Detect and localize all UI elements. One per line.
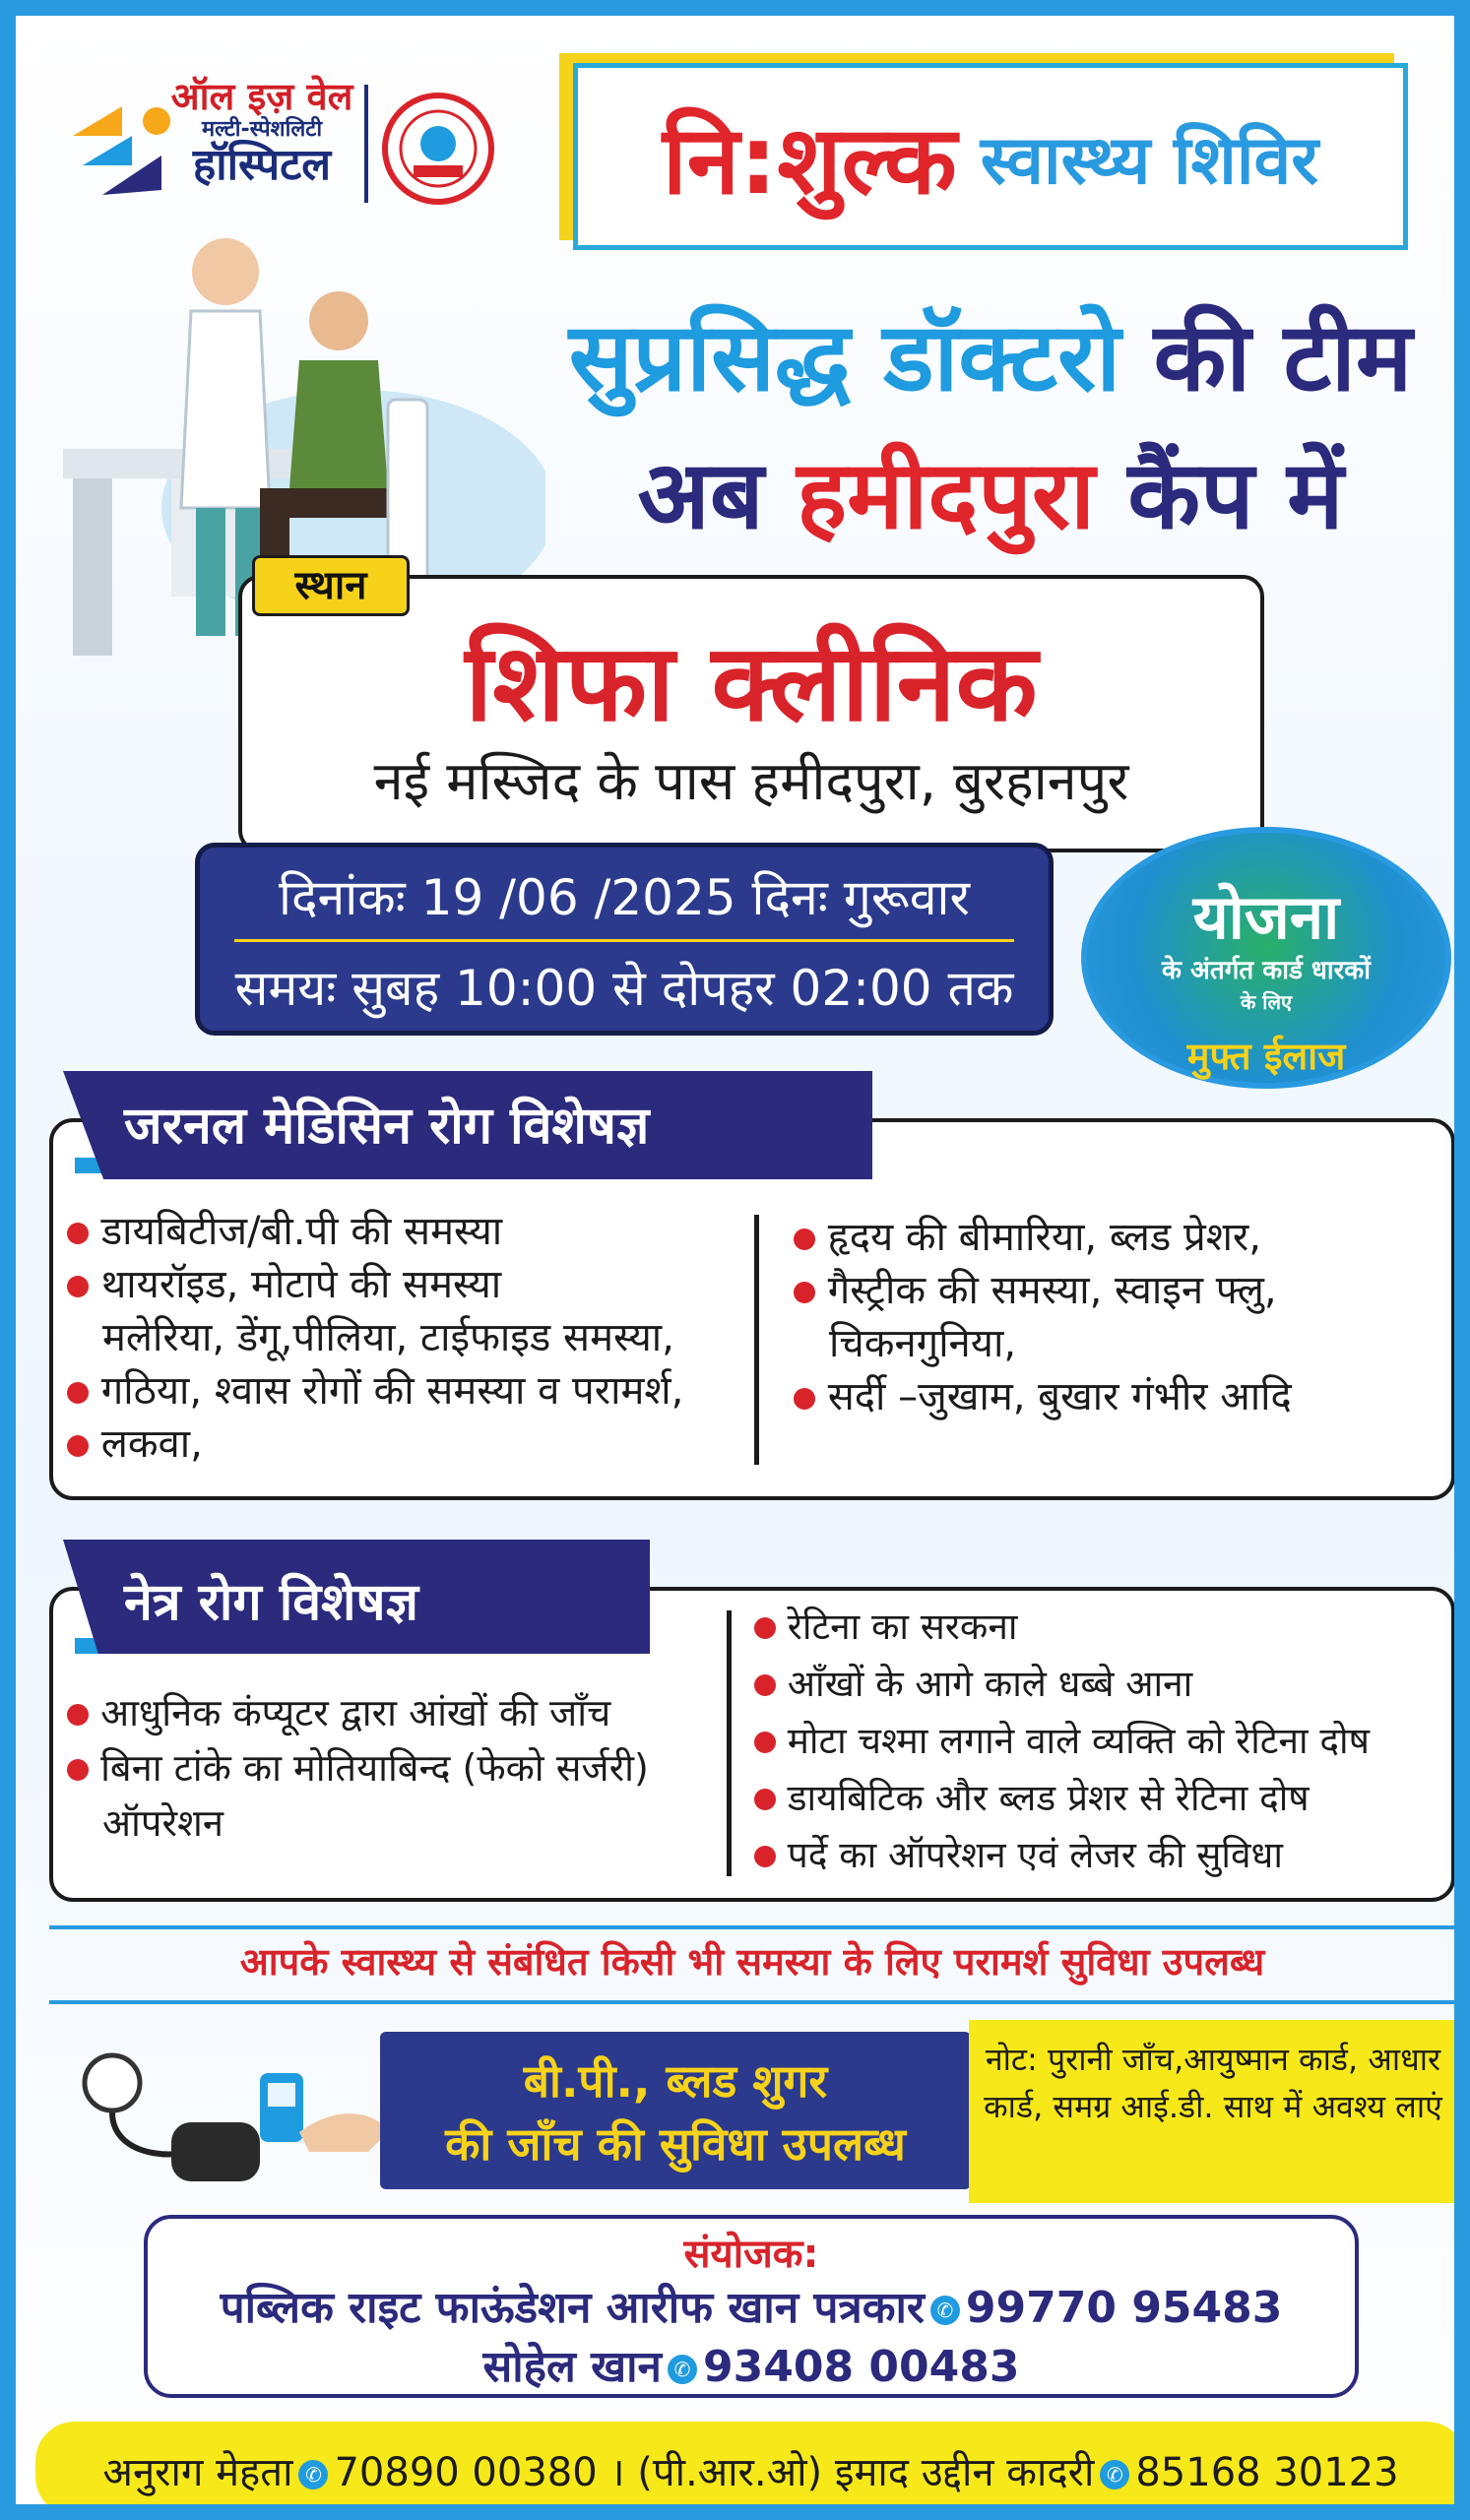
phone-icon: ✆ bbox=[668, 2355, 697, 2384]
health-camp-label: स्वास्थ्य शिविर bbox=[980, 121, 1319, 200]
list-item: मलेरिया, डेंगू,पीलिया, टाईफाइड समस्या, bbox=[102, 1315, 674, 1360]
nabh-seal-icon bbox=[382, 93, 495, 206]
general-medicine-divider bbox=[754, 1215, 759, 1465]
eye-left-list bbox=[67, 1685, 649, 1851]
headline-team: की टीम bbox=[1153, 302, 1413, 412]
consult-banner: आपके स्वास्थ्य से संबंधित किसी भी समस्या के लिए परामर्श सुविधा उपलब्ध bbox=[239, 1940, 1265, 1984]
logo-divider bbox=[364, 85, 368, 203]
organizer-name1: पब्लिक राइट फाऊंडेशन आरीफ खान पत्रकार bbox=[220, 2283, 925, 2333]
hospital-name bbox=[163, 77, 360, 189]
yojana-title: योजना bbox=[1192, 881, 1340, 953]
footer-name1: अनुराग मेहता bbox=[102, 2450, 293, 2495]
footer-pro-name: । (पी.आर.ओ) इमाद उद्दीन कादरी bbox=[609, 2450, 1095, 2495]
organizer-line2 bbox=[144, 2335, 1359, 2394]
list-item: गैस्ट्रीक की समस्या, स्वाइन फ्लु, bbox=[794, 1264, 1292, 1317]
bp-sugar-line2: की जाँच की सुविधा उपलब्ध bbox=[445, 2117, 906, 2171]
free-label: नि:शुल्क bbox=[662, 104, 957, 216]
clinic-address: नई मस्जिद के पास हमीदपुरा, बुरहानपुर bbox=[373, 750, 1129, 812]
bullet-icon bbox=[754, 1846, 776, 1867]
list-item: बिना टांके का मोतियाबिन्द (फेको सर्जरी) bbox=[67, 1740, 649, 1796]
general-medicine-right-list bbox=[794, 1211, 1292, 1423]
list-item: आँखों के आगे काले धब्बे आना bbox=[754, 1656, 1370, 1713]
headline-place: हमीदपुरा bbox=[797, 440, 1095, 550]
general-medicine-title: जरनल मेडिसिन रोग विशेषज्ञ bbox=[124, 1097, 650, 1156]
organizer-line1 bbox=[144, 2276, 1359, 2335]
yojana-line1: के अंतर्गत कार्ड धारकों bbox=[1162, 956, 1371, 985]
bullet-icon bbox=[794, 1282, 815, 1303]
headline-famous-doctors: सुप्रसिद्ध डॉक्टरो bbox=[568, 302, 1121, 412]
phone-icon: ✆ bbox=[930, 2296, 960, 2325]
bullet-icon bbox=[67, 1382, 89, 1404]
bullet-icon bbox=[67, 1276, 89, 1297]
camp-date: दिनांकः 19 /06 /2025 दिनः गुरूवार bbox=[279, 869, 970, 926]
list-item: मोटा चश्मा लगाने वाले व्यक्ति को रेटिना दोष bbox=[754, 1713, 1370, 1770]
phone-icon: ✆ bbox=[298, 2460, 328, 2489]
list-item: गठिया, श्वास रोगों की समस्या व परामर्श, bbox=[67, 1364, 683, 1418]
bp-sugar-line1: बी.पी., ब्लड शुगर bbox=[523, 2054, 828, 2108]
yojana-free-treatment: मुफ्त ईलाज bbox=[1186, 1035, 1346, 1078]
list-item: थायरॉइड, मोटापे की समस्या bbox=[67, 1258, 683, 1311]
bullet-icon bbox=[67, 1223, 89, 1244]
bullet-icon bbox=[754, 1789, 776, 1810]
headline-now: अब bbox=[637, 440, 764, 550]
organizer-title: संयोजक: bbox=[683, 2232, 819, 2277]
list-item: रेटिना का सरकना bbox=[754, 1599, 1370, 1656]
camp-title-box bbox=[573, 63, 1408, 250]
clinic-name: शिफा क्लीनिक bbox=[465, 622, 1038, 745]
bullet-icon bbox=[794, 1388, 815, 1410]
list-item: लकवा, bbox=[67, 1418, 683, 1471]
list-item: पर्दे का ऑपरेशन एवं लेजर की सुविधा bbox=[754, 1827, 1370, 1884]
logo-line2: मल्टी-स्पेशलिटी bbox=[201, 116, 323, 142]
consult-bottom-rule bbox=[49, 2000, 1455, 2004]
yojana-line2: के लिए bbox=[1240, 990, 1293, 1014]
bullet-icon bbox=[754, 1617, 776, 1639]
general-medicine-left-list bbox=[67, 1205, 683, 1471]
note-text: नोट: पुरानी जाँच,आयुष्मान कार्ड, आधार कार्ड, समग्र आई.डी. साथ में अवश्य लाएं bbox=[984, 2041, 1442, 2125]
list-item: आधुनिक कंप्यूटर द्वारा आंखों की जाँच bbox=[67, 1685, 649, 1740]
eye-right-list bbox=[754, 1599, 1370, 1884]
camp-time: समयः सुबह 10:00 से दोपहर 02:00 तक bbox=[234, 960, 1014, 1017]
logo-line1: ऑल इज़ वेल bbox=[170, 75, 353, 118]
list-item: डायबिटिक और ब्लड प्रेशर से रेटिना दोष bbox=[754, 1770, 1370, 1827]
list-item: डायबिटीज/बी.पी की समस्या bbox=[67, 1205, 683, 1258]
bullet-icon bbox=[67, 1704, 89, 1726]
organizer-phone2: 93408 00483 bbox=[702, 2342, 1020, 2392]
list-item: सर्दी –जुखाम, बुखार गंभीर आदि bbox=[794, 1370, 1292, 1423]
bullet-icon bbox=[67, 1759, 89, 1781]
list-item: चिकनगुनिया, bbox=[829, 1321, 1017, 1366]
phone-icon: ✆ bbox=[1100, 2460, 1129, 2489]
bullet-icon bbox=[794, 1228, 815, 1250]
schedule-divider bbox=[234, 939, 1014, 942]
location-tag: स्थान bbox=[252, 555, 410, 616]
footer-phone2: 85168 30123 bbox=[1135, 2450, 1399, 2495]
organizer-name2: सोहेल खान bbox=[482, 2342, 662, 2392]
organizer-phone1: 99770 95483 bbox=[965, 2283, 1283, 2333]
headline-camp: कैंप में bbox=[1127, 440, 1344, 550]
bp-sugar-test-illustration bbox=[73, 2044, 398, 2191]
headline-line2 bbox=[528, 427, 1453, 556]
eye-divider bbox=[727, 1610, 732, 1876]
list-item: हृदय की बीमारिया, ब्लड प्रेशर, bbox=[794, 1211, 1292, 1264]
bullet-icon bbox=[754, 1674, 776, 1696]
footer-phone1: 70890 00380 bbox=[334, 2450, 598, 2495]
bullet-icon bbox=[67, 1435, 89, 1457]
footer-contacts bbox=[35, 2443, 1466, 2497]
bullet-icon bbox=[754, 1732, 776, 1753]
headline-line1 bbox=[528, 289, 1453, 418]
eye-title: नेत्र रोग विशेषज्ञ bbox=[124, 1573, 418, 1632]
list-item: ऑपरेशन bbox=[102, 1801, 224, 1845]
logo-line3: हॉस्पिटल bbox=[192, 139, 332, 190]
consult-top-rule bbox=[49, 1925, 1455, 1929]
